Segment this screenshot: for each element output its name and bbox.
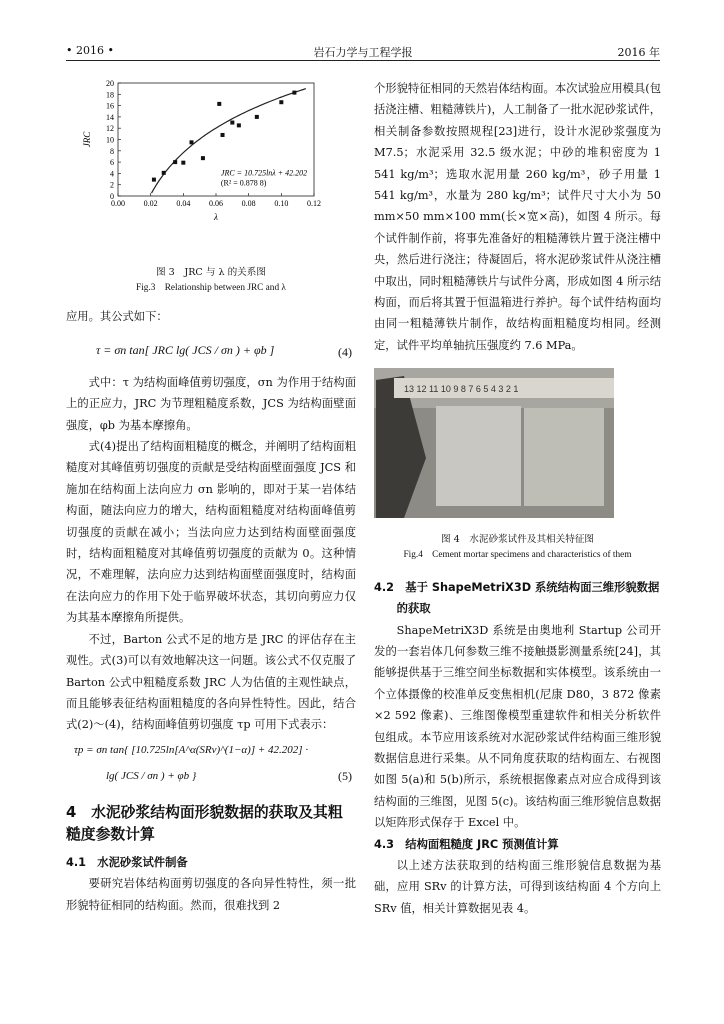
- paragraph-barton-limitation: 不过，Barton 公式不足的地方是 JRC 的评估存在主观性。式(3)可以有效地解决这一问题。该公式不仅克服了 Barton 公式中粗糙度系数 JRC 人为估值的主观性缺点，而且能够表征结构面粗糙度的各向异性特性。因此，结合式(2)～(4)，结构面峰值剪切强度 τp 可用下式表示：: [66, 632, 356, 732]
- specimen-photo: [374, 368, 614, 518]
- paragraph-4-2: ShapeMetriX3D 系统是由奥地利 Startup 公司开发的一套岩体几何参数三维不接触摄影测量系统[24]，其能够提供基于三维空间坐标数据和实体模型。该系统由一个立体摄像的校准单反变焦相机(尼康 D80，3 872 像素×2 592 像素)、三维图像模型重建软件和相关分析软件包组成。本节应用该系统对水泥砂浆试件结构面三维形貌数据信息进行采集。从不同角度获取的结构面左、右视图如图 5(a)和 5(b)所示，系统根据像素点对应合成得到该结构面的三维图，见图 5(c)。该结构面三维形貌信息数据以矩阵形式保存于 Excel 中。: [374, 623, 661, 830]
- paragraph-4-1: 要研究岩体结构面剪切强度的各向异性特性，须一批形貌特征相同的结构面。然而，很难找到 2: [66, 877, 356, 912]
- data-point: [201, 156, 205, 160]
- equation-5: [66, 736, 356, 794]
- fig4-caption-en: Fig.4 Cement mortar specimens and characteristics of them: [403, 549, 632, 560]
- x-axis-label: λ: [214, 212, 218, 222]
- data-point: [255, 115, 259, 119]
- y-tick-label: 8: [110, 146, 114, 156]
- data-point: [217, 102, 221, 106]
- x-tick-label: 0.08: [241, 199, 256, 208]
- specimen-block-left: [436, 406, 521, 506]
- section-4-heading: 4 水泥砂浆结构面形貌数据的获取及其粗糙度参数计算: [66, 803, 343, 843]
- section-4-3-heading: 4.3 结构面粗糙度 JRC 预测值计算: [374, 837, 559, 851]
- data-point: [237, 123, 241, 127]
- header-year: 2016 年: [617, 46, 660, 59]
- paragraph-4-3: 以上述方法获取到的结构面三维形貌信息数据为基础，应用 SRv 的计算方法，可得到该结构面 4 个方向上 SRv 值，相关计算数据见表 4。: [374, 858, 661, 915]
- y-tick-label: 20: [106, 79, 114, 88]
- y-tick-label: 14: [106, 112, 114, 122]
- equation-5-line1: τp = σn tan{ [10.725ln[A^α(SRv)^(1−α)] + 42.202] ·: [74, 743, 309, 756]
- specimen-block-right: [524, 408, 604, 506]
- x-tick-label: 0.10: [274, 199, 289, 208]
- equation-4: [66, 328, 356, 372]
- y-tick-label: 6: [110, 158, 114, 168]
- data-point: [279, 100, 283, 104]
- paragraph-specimen-prep: 个形貌特征相同的天然岩体结构面。本次试验应用模具(包括浇注槽、粗糙薄铁片)，人工制备了一批水泥砂浆试件，相关制备参数按照规程[23]进行，设计水泥砂浆强度为 M7.5；水泥采用 32.5 级水泥；中砂的堆积密度为 1 541 kg/m³；选取水泥用量 260 kg/m³，砂子用量 1 541 kg/m³，水量为 280 kg/m³；试件尺寸大小为 50 mm×50 mm×100 mm(长×宽×高)，如图 4 所示。每个试件制作前，将事先准备好的粗糙薄铁片置于浇注槽中央，然后进行浇注；待凝固后，将水泥砂浆试件从浇注槽中取出，同时粗糙薄铁片与试件分离，形成如图 4 所示结构面，而后将其置于恒温箱进行养护。每个试件结构面均由同一粗糙薄铁片制作，故结构面粗糙度均相同。经测定，试件平均单轴抗压强度约 7.6 MPa。: [374, 82, 661, 352]
- y-axis-label: JRC: [82, 131, 92, 148]
- jrc-lambda-scatter-chart: [66, 78, 356, 258]
- left-column: [66, 78, 356, 916]
- section-4-1-heading: 4.1 水泥砂浆试件制备: [66, 855, 188, 869]
- r-squared-label: (R² = 0.878 8): [220, 178, 267, 188]
- data-point: [230, 121, 234, 125]
- y-tick-label: 4: [110, 169, 114, 179]
- data-point: [181, 161, 185, 165]
- paragraph-jrc-concept: 式(4)提出了结构面粗糙度的概念，并阐明了结构面粗糙度对其峰值剪切强度的贡献是受结构面壁面强度 JCS 和施加在结构面上法向应力 σn 影响的，即对于某一岩体结构面，随法向应力的增大，结构面粗糙度对结构面峰值剪切强度的贡献在减小；当法向应力达到结构面壁面强度时，结构面粗糙度对其峰值剪切强度的贡献为 0。这种情况，不难理解，法向应力达到结构面壁面强度时，结构面在法向应力的作用下处于临界破坏状态，其切向剪应力仅为其基本摩擦角所提供。: [66, 440, 356, 625]
- fig4-caption-cn: 图 4 水泥砂浆试件及其相关特征图: [440, 533, 595, 545]
- x-tick-label: 0.00: [111, 199, 125, 208]
- x-tick-label: 0.06: [209, 199, 223, 208]
- data-point: [173, 160, 177, 164]
- data-point: [162, 171, 166, 175]
- data-point: [190, 140, 194, 144]
- data-point: [292, 91, 296, 95]
- y-tick-label: 12: [106, 124, 114, 134]
- plot-frame: [118, 83, 314, 196]
- y-tick-label: 0: [110, 192, 114, 201]
- equation-4-number: (4): [338, 344, 352, 359]
- paragraph-where: 式中：τ 为结构面峰值剪切强度，σn 为作用于结构面上的正应力，JRC 为节理粗糙度系数，JCS 为结构面壁面强度，φb 为基本摩擦角。: [66, 375, 356, 432]
- header-left: • 2016 •: [66, 44, 114, 57]
- y-tick-label: 16: [106, 101, 114, 111]
- ruler-digits: 13 12 11 10 9 8 7 6 5 4 3 2 1: [404, 384, 519, 395]
- y-tick-label: 18: [106, 90, 114, 100]
- y-tick-label: 2: [110, 180, 114, 190]
- data-point: [221, 133, 225, 137]
- x-tick-label: 0.04: [176, 199, 191, 208]
- fig3-caption-en: Fig.3 Relationship between JRC and λ: [136, 283, 286, 294]
- fit-equation-label: JRC = 10.725lnλ + 42.202: [220, 168, 308, 178]
- x-tick-label: 0.12: [307, 199, 321, 208]
- equation-5-number: (5): [338, 768, 352, 783]
- equation-4-body: τ = σn tan[ JRC lg( JCS / σn ) + φb ]: [96, 342, 275, 357]
- fig3-caption-cn: 图 3 JRC 与 λ 的关系图: [156, 267, 266, 279]
- right-column: [374, 78, 661, 919]
- header-journal: 岩石力学与工程学报: [313, 46, 413, 59]
- paragraph-intro: 应用。其公式如下：: [66, 310, 168, 324]
- section-4-2-heading: 4.2 基于 ShapeMetriX3D 系统结构面三维形貌数据的获取: [374, 580, 660, 616]
- equation-5-line2: lg( JCS / σn ) + φb }: [106, 769, 197, 782]
- data-point: [152, 178, 156, 182]
- y-tick-label: 10: [106, 135, 114, 145]
- running-header: [66, 42, 660, 61]
- x-tick-label: 0.02: [143, 199, 158, 208]
